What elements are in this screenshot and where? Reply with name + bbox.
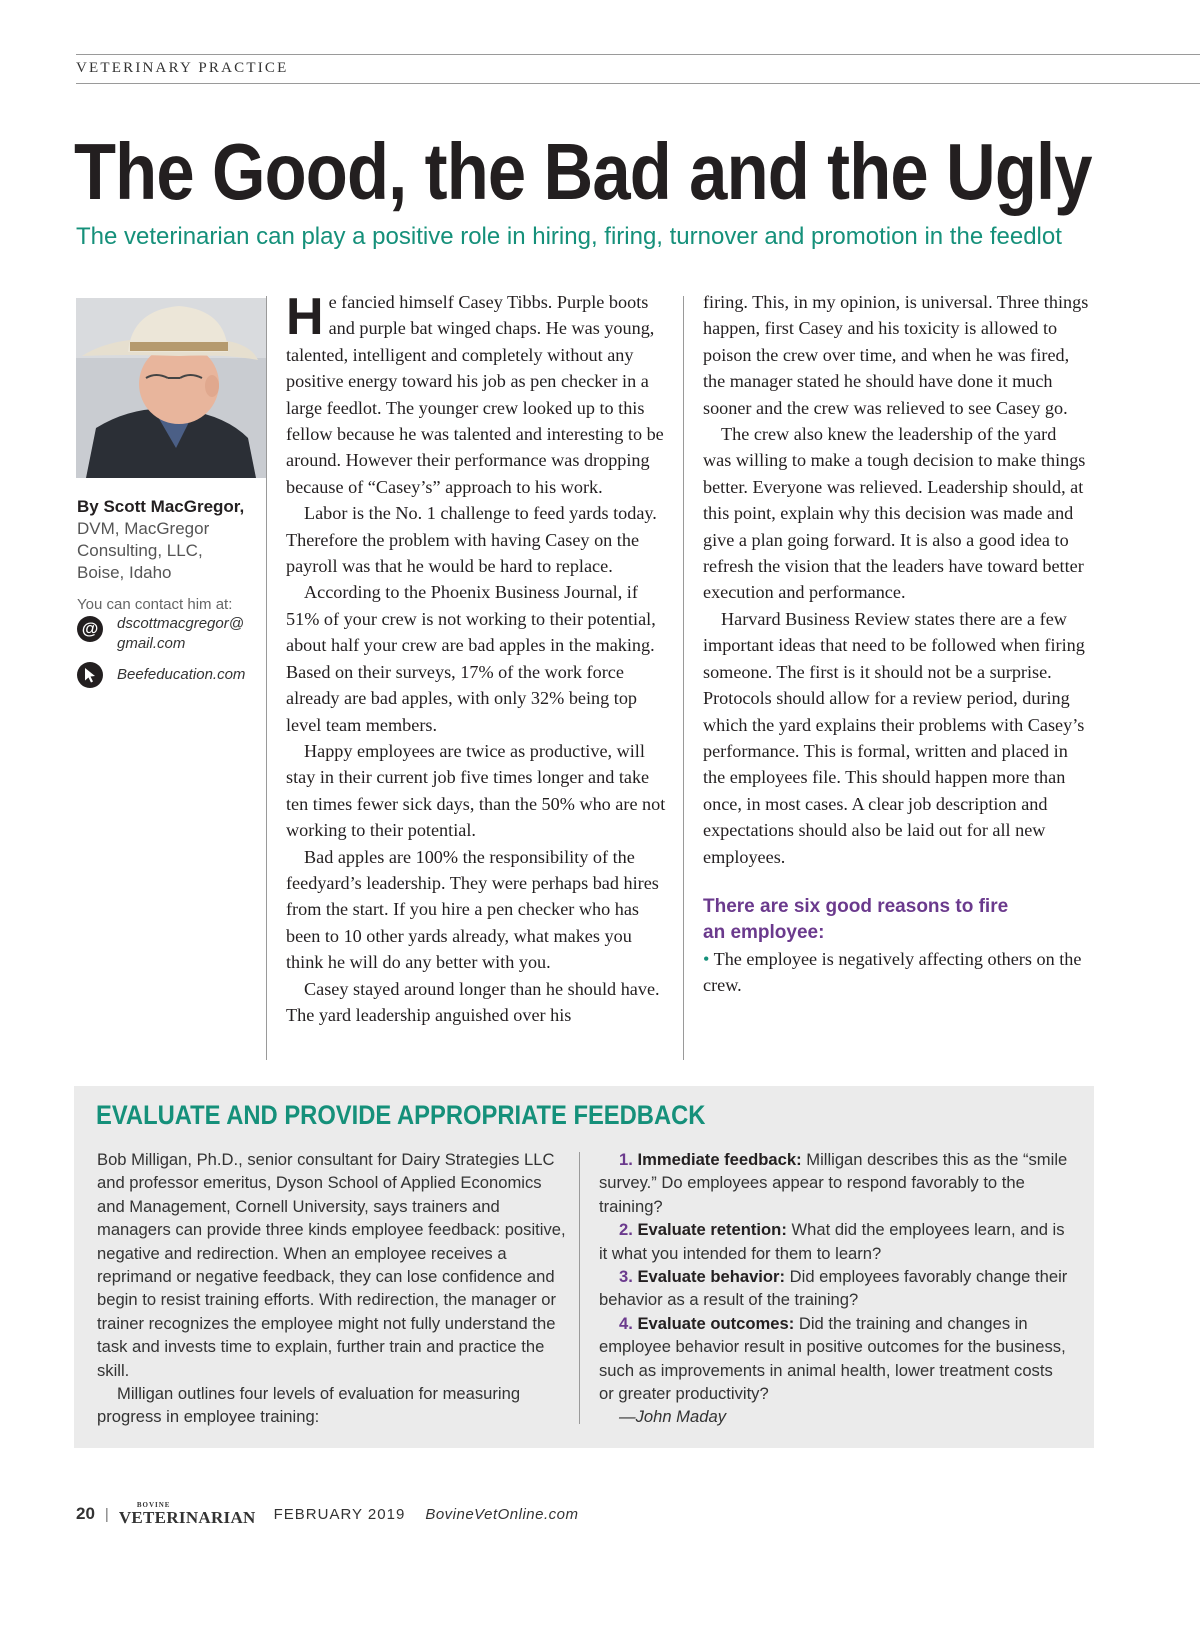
deck-subtitle: The veterinarian can play a positive role in hiring, firing, turnover and promotion in the feedlot [76, 223, 1062, 250]
sidebar-title: EVALUATE AND PROVIDE APPROPRIATE FEEDBACK [96, 1100, 706, 1130]
column-rule [266, 296, 267, 1060]
drop-cap: H [286, 288, 324, 346]
sidebar-paragraph: Milligan outlines four levels of evaluation for measuring progress in employee training: [97, 1384, 521, 1427]
paragraph: firing. This, in my opinion, is universal. Three things happen, first Casey and his toxicity is allowed to poison the crew over time, and when he was fired, the manager stated he should have done it much sooner and the crew was relieved to see Casey go. [703, 292, 1089, 418]
evaluation-item: 1. Immediate feedback: Milligan describes this as the “smile survey.” Do employees appear to respond favorably to the training? [599, 1150, 1068, 1216]
article-column-2 [703, 289, 1089, 999]
headline: The Good, the Bad and the Ugly [74, 127, 1092, 216]
column-rule [683, 296, 684, 1060]
paragraph: Harvard Business Review states there are a few important ideas that need to be followed when firing someone. The first is it should not be a surprise. Protocols should allow for a review period, during which the yard explains their problems with Casey’s performance. This is formal, written and placed in the employees file. This should happen more than once, in most cases. A clear job description and expectations should also be laid out for all new employees. [703, 608, 1085, 867]
sidebar-paragraph: Bob Milligan, Ph.D., senior consultant for Dairy Strategies LLC and professor emeritus, Dyson School of Applied Economics and Management, Cornell University, says trainers and managers can provide three kinds employee feedback: positive, negative and redirection. When an employee receives a reprimand or negative feedback, they can lose confidence and begin to resist training efforts. With redirection, the manager or trainer recognizes the employee might not fully understand the task and invests time to explain, further train and practice the skill. [97, 1150, 566, 1380]
sidebar-left-column [97, 1148, 567, 1429]
bullet-dot: • [703, 948, 710, 969]
paragraph: Labor is the No. 1 challenge to feed yards today. Therefore the problem with having Casey on the payroll was that he would be hard to replace. [286, 503, 657, 577]
paragraph: Bad apples are 100% the responsibility of the feedyard’s leadership. They were perhaps bad hires from the start. If you hire a pen checker who has been to 10 other yards already, what makes you think he will do any better with you. [286, 846, 659, 973]
sidebar-signature: —John Maday [619, 1407, 726, 1427]
contact-lead: You can contact him at: [77, 596, 233, 613]
website-contact[interactable] [77, 662, 245, 688]
page-footer [76, 1502, 579, 1526]
magazine-logo: BOVINE VETERINARIAN [118, 1501, 256, 1527]
evaluation-item: 3. Evaluate behavior: Did employees favorably change their behavior as a result of the training? [599, 1267, 1068, 1310]
email-contact[interactable] [77, 614, 244, 654]
feedback-sidebar [74, 1086, 1094, 1448]
author-credential: DVM, MacGregor [77, 519, 210, 538]
email-line: dscottmacgregor@ [117, 615, 244, 632]
paragraph: He fancied himself Casey Tibbs. Purple boots and purple bat winged chaps. He was young, talented, intelligent and completely without any positive energy toward his job as pen checker in a large feedlot. The younger crew looked up to this fellow because he was talented and interesting to be around. However their performance was dropping because of “Casey’s” approach to his work. [286, 288, 664, 497]
section-label: VETERINARY PRACTICE [76, 60, 289, 76]
bullet-item: • The employee is negatively affecting others on the crew. [703, 948, 1082, 996]
article-column-1 [286, 289, 667, 1028]
page-number: 20 [76, 1504, 95, 1523]
reasons-subheading: There are six good reasons to fire an employee: [703, 895, 1009, 943]
paragraph: The crew also knew the leadership of the yard was willing to make a tough decision to make things better. Everyone was relieved. Leadership should, at this point, explain why this decision was made and give a plan going forward. It is also a good idea to refresh the vision that the leaders have toward better execution and performance. [703, 424, 1086, 603]
footer-separator: | [104, 1505, 109, 1523]
evaluation-item: 4. Evaluate outcomes: Did the training and changes in employee behavior result in positive outcomes for the business, such as improvements in animal health, lower treatment costs or greater productivity? [599, 1313, 1066, 1404]
paragraph: Happy employees are twice as productive, will stay in their current job five times longer and take ten times fewer sick days, than the 50% who are not working to their potential. [286, 740, 666, 841]
evaluation-item: 2. Evaluate retention: What did the employees learn, and is it what you intended for them to learn? [599, 1220, 1065, 1263]
author-credential: Boise, Idaho [77, 563, 172, 582]
issue-date: FEBRUARY 2019 [273, 1505, 406, 1523]
paragraph: Casey stayed around longer than he should have. The yard leadership anguished over his [286, 978, 660, 1025]
sidebar-column-rule [579, 1152, 580, 1424]
footer-website[interactable]: BovineVetOnline.com [425, 1505, 579, 1523]
section-header-bar [76, 54, 1200, 84]
paragraph: According to the Phoenix Business Journal, if 51% of your crew is not working to their potential, about half your crew are bad apples in the making. Based on their surveys, 17% of the work force already are bad apples, with only 32% being top level team members. [286, 582, 656, 735]
email-line: gmail.com [117, 635, 186, 652]
website-link[interactable]: Beefeducation.com [117, 666, 246, 683]
author-byline [77, 496, 267, 584]
email-link[interactable] [117, 614, 244, 654]
sidebar-right-column [599, 1148, 1069, 1429]
author-name: By Scott MacGregor, [77, 497, 245, 516]
cursor-arrow-icon [77, 662, 103, 688]
author-photo [76, 298, 266, 478]
author-credential: Consulting, LLC, [77, 541, 203, 560]
at-sign-icon: @ [77, 616, 103, 642]
